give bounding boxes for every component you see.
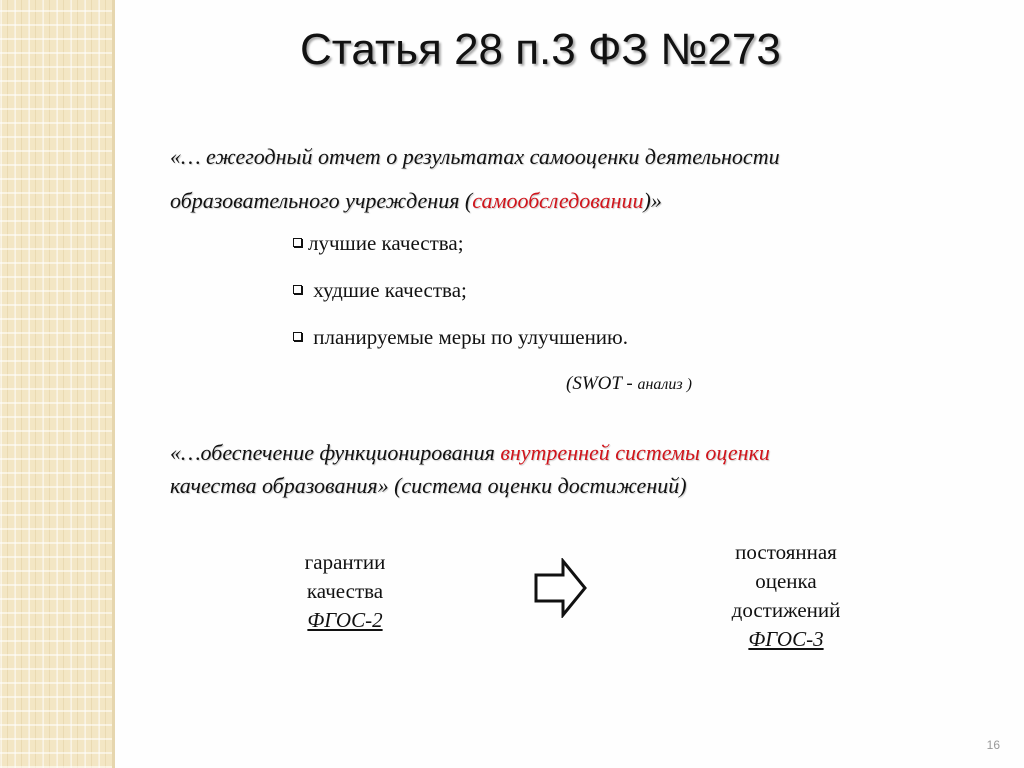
list-item	[293, 275, 628, 322]
right-block-line1: постоянная	[735, 540, 837, 564]
bullet-text: лучшие качества;	[308, 231, 464, 255]
bullet-text: худшие качества;	[308, 278, 467, 302]
quote-self-assessment	[170, 135, 980, 223]
swot-open: (	[566, 373, 573, 394]
fgos2-label: ФГОС-2	[307, 608, 383, 632]
quote1-highlight: самообследовании	[472, 188, 644, 213]
right-arrow-icon	[533, 558, 589, 618]
quote-quality-system	[170, 436, 980, 502]
slide-title: Статья 28 п.3 ФЗ №273	[300, 25, 781, 74]
swot-note	[566, 370, 692, 399]
left-block-line2: качества	[306, 579, 384, 603]
list-item	[293, 322, 628, 369]
continuous-assessment-block	[686, 538, 886, 654]
quality-guarantee-block	[250, 548, 440, 635]
right-block-line3: достижений	[731, 598, 841, 622]
bullet-list	[293, 228, 628, 369]
quote1-close: )»	[643, 188, 662, 213]
quote1-line2: образовательного учреждения (	[170, 188, 473, 213]
quote1-line1: «… ежегодный отчет о результатах самооценки деятельности	[170, 144, 780, 169]
checkbox-bullet-icon	[293, 238, 302, 247]
quote2-start: «…обеспечение функционирования	[170, 440, 501, 465]
quote2-highlight: внутренней системы оценки	[500, 440, 770, 465]
bullet-text: планируемые меры по улучшению.	[308, 325, 628, 349]
list-item	[293, 228, 628, 275]
swot-main: SWOT -	[572, 373, 638, 394]
right-block-line2: оценка	[755, 569, 817, 593]
left-block-line1: гарантии	[304, 550, 386, 574]
fgos3-label: ФГОС-3	[748, 627, 824, 651]
quote2-end: качества образования» (система оценки достижений)	[170, 473, 687, 498]
checkbox-bullet-icon	[293, 285, 302, 294]
page-number: 16	[986, 738, 1000, 752]
swot-analysis: анализ )	[637, 376, 692, 393]
decorative-side-strip	[0, 0, 112, 768]
checkbox-bullet-icon	[293, 332, 302, 341]
strip-edge	[112, 0, 115, 768]
